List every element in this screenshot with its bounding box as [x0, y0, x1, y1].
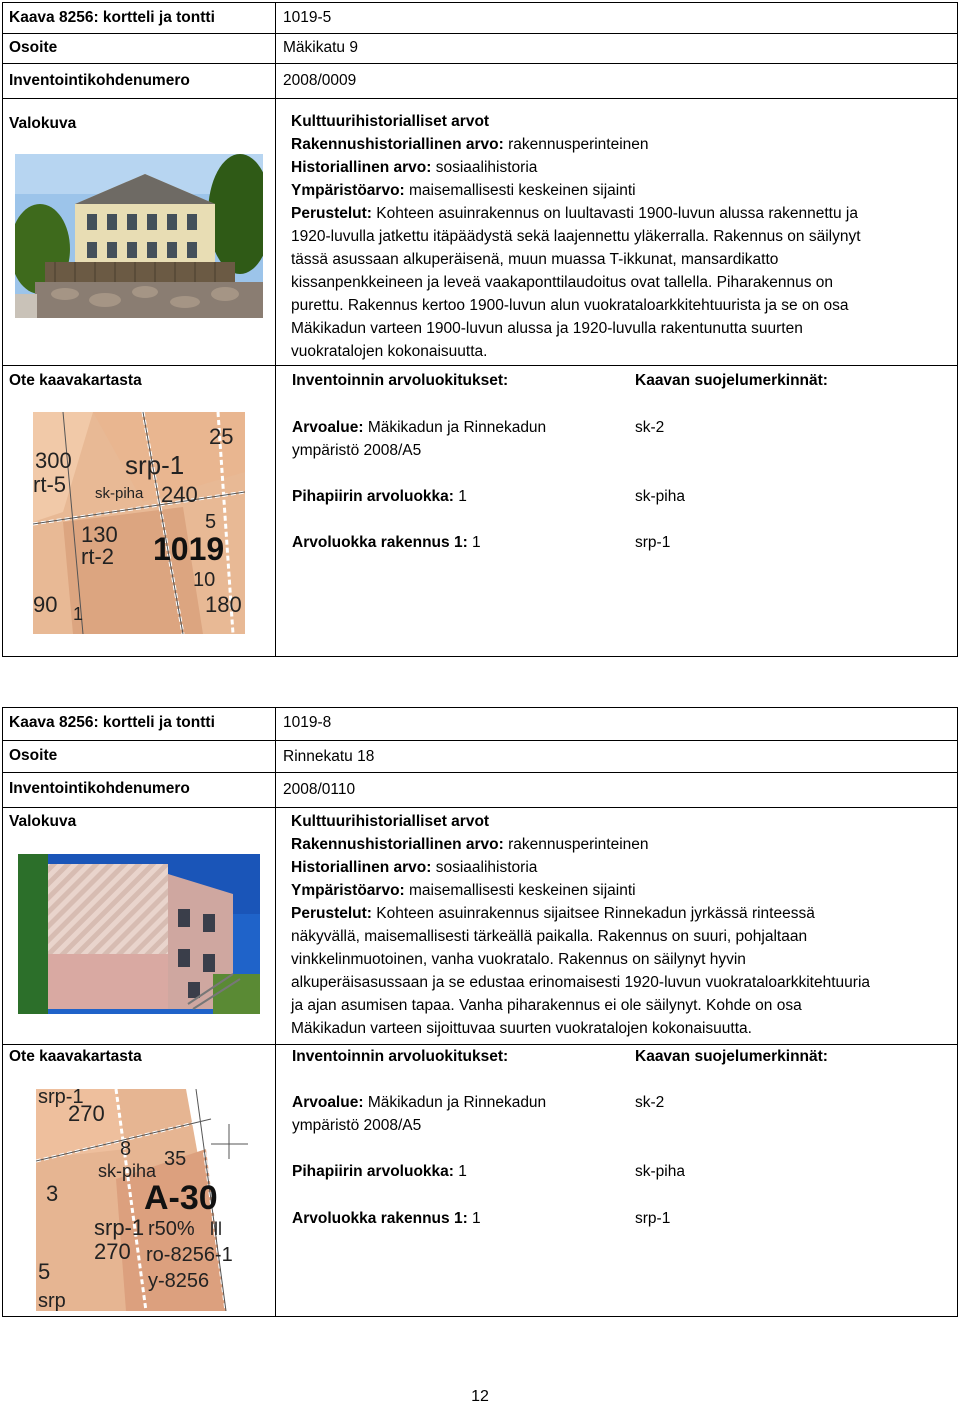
address-value: Mäkikatu 9 — [283, 39, 358, 56]
map-text: sk-piha — [98, 1161, 157, 1181]
map-text: 1019 — [153, 531, 225, 567]
environment-line: Ympäristöarvo: maisemallisesti keskeinen sijainti — [291, 182, 636, 199]
protection-mark: sk-piha — [635, 1163, 685, 1180]
photo-label: Valokuva — [9, 813, 77, 830]
map-text: 300 — [35, 448, 72, 473]
classes-label: Inventoinnin arvoluokitukset: — [292, 372, 509, 389]
building-photo — [15, 154, 263, 318]
map-text: srp-1 — [38, 1089, 84, 1108]
yard-class-entry: Pihapiirin arvoluokka: 1 — [292, 488, 467, 505]
map-text: rt-5 — [33, 472, 66, 497]
map-text: rt-2 — [81, 544, 114, 569]
inventory-label: Inventointikohdenumero — [9, 72, 190, 89]
address-row — [2, 740, 958, 773]
classes-label: Inventoinnin arvoluokitukset: — [292, 1048, 509, 1065]
protection-label: Kaavan suojelumerkinnät: — [635, 372, 828, 389]
plan-label: Kaava 8256: kortteli ja tontti — [9, 714, 215, 731]
plan-value: 1019-8 — [283, 714, 332, 731]
map-text: 5 — [38, 1259, 51, 1284]
building-history-line: Rakennushistoriallinen arvo: rakennusperinteinen — [291, 836, 649, 853]
map-text: 90 — [33, 592, 58, 617]
address-label: Osoite — [9, 39, 58, 56]
map-text: 1 — [73, 604, 84, 624]
map-label: Ote kaavakartasta — [9, 372, 142, 389]
map-text: 240 — [161, 482, 198, 507]
heritage-block — [291, 110, 951, 363]
map-text: r50% — [148, 1218, 195, 1240]
map-text: 10 — [193, 569, 216, 591]
map-classes-row — [2, 1044, 958, 1317]
map-text: 3 — [46, 1181, 59, 1206]
heritage-title: Kulttuurihistorialliset arvot — [291, 813, 490, 830]
zoning-map-excerpt — [33, 412, 245, 634]
map-label: Ote kaavakartasta — [9, 1048, 142, 1065]
heritage-title: Kulttuurihistorialliset arvot — [291, 113, 490, 130]
photo-heritage-row — [2, 807, 958, 1045]
map-text: srp-1 — [94, 1215, 145, 1240]
history-line: Historiallinen arvo: sosiaalihistoria — [291, 159, 538, 176]
map-classes-row — [2, 365, 958, 657]
protection-mark: srp-1 — [635, 534, 671, 551]
map-text: 35 — [164, 1148, 187, 1170]
protection-mark: sk-piha — [635, 488, 685, 505]
environment-line: Ympäristöarvo: maisemallisesti keskeinen sijainti — [291, 882, 636, 899]
grounds-text: Perustelut: Kohteen asuinrakennus sijaitsee Rinnekadun jyrkässä rinteessä näkyvällä, maisemallisesti tärkeällä paikalla. Rakennus on suuri, pohjaltaan vinkkelinmuotoinen, vanha vuokratalo. Rakennus on säilynyt hyvin alkuperäisasussaan ja se edustaa erinomaisesti 1920-luvun vuokrataloarkkitehtuuria ja ajan asumisen tapaa. Vanha piharakennus ei ole säilynyt. Kohde on osa Mäkikadun varteen sijoittuvaa suurten vuokratalojen kokonaisuutta. — [291, 905, 871, 1037]
map-text: lll — [210, 1219, 222, 1239]
yard-class-entry: Pihapiirin arvoluokka: 1 — [292, 1163, 467, 1180]
map-text: 5 — [205, 511, 217, 533]
map-text: A-30 — [144, 1179, 218, 1217]
plan-value: 1019-5 — [283, 9, 332, 26]
map-text: 270 — [68, 1101, 105, 1126]
protection-mark: sk-2 — [635, 1094, 665, 1111]
map-text: srp-1 — [125, 450, 185, 480]
building-class-entry: Arvoluokka rakennus 1: 1 — [292, 534, 481, 551]
zoning-map-excerpt — [36, 1089, 248, 1311]
area-entry: Arvoalue: Mäkikadun ja Rinnekadun ympäristö 2008/A5 — [292, 419, 547, 459]
address-row — [2, 33, 958, 64]
map-text: y-8256 — [148, 1270, 210, 1292]
map-text: ro-8256-1 — [146, 1244, 233, 1266]
history-line: Historiallinen arvo: sosiaalihistoria — [291, 859, 538, 876]
address-value: Rinnekatu 18 — [283, 748, 375, 765]
map-text: 8 — [120, 1138, 132, 1160]
plan-row — [2, 707, 958, 741]
plan-row — [2, 2, 958, 34]
photo-label: Valokuva — [9, 115, 77, 132]
map-text: 25 — [209, 424, 234, 449]
building-class-entry: Arvoluokka rakennus 1: 1 — [292, 1210, 481, 1227]
protection-mark: srp-1 — [635, 1210, 671, 1227]
address-label: Osoite — [9, 747, 58, 764]
map-text: 270 — [94, 1239, 131, 1264]
area-entry: Arvoalue: Mäkikadun ja Rinnekadun ympäristö 2008/A5 — [292, 1094, 547, 1134]
protection-label: Kaavan suojelumerkinnät: — [635, 1048, 828, 1065]
plan-label: Kaava 8256: kortteli ja tontti — [9, 9, 215, 26]
page-number: 12 — [471, 1388, 489, 1405]
map-text: sk-piha — [95, 485, 144, 502]
inventory-row — [2, 63, 958, 99]
map-text: 130 — [81, 522, 118, 547]
map-text: srp — [38, 1290, 66, 1311]
inventory-value: 2008/0110 — [283, 781, 356, 798]
heritage-block — [291, 810, 951, 1040]
inventory-value: 2008/0009 — [283, 72, 357, 89]
inventory-row — [2, 772, 958, 808]
inventory-label: Inventointikohdenumero — [9, 780, 190, 797]
building-photo — [18, 854, 260, 1014]
photo-heritage-row — [2, 98, 958, 366]
map-text: 180 — [205, 592, 242, 617]
grounds-text: Perustelut: Kohteen asuinrakennus on luultavasti 1900-luvun alussa rakennettu ja 1920-luvulla jatkettu itäpäädystä sekä laajennettu yläkerralla. Rakennus on säilynyt tässä asussaan alkuperäisenä, muun muassa T-ikkunat, mansardikatto kissanpenkkeineen ja leveä vaakaponttilaudoitus ovat tallella. Piharakennus on purettu. Rakennus kertoo 1900-luvun alun vuokrataloarkkitehtuurista ja se on osa Mäkikadun varteen 1900-luvun alussa ja 1920-luvulla rakentunutta suurten vuokratalojen kokonaisuutta. — [291, 205, 861, 360]
protection-mark: sk-2 — [635, 419, 665, 436]
building-history-line: Rakennushistoriallinen arvo: rakennusperinteinen — [291, 136, 649, 153]
